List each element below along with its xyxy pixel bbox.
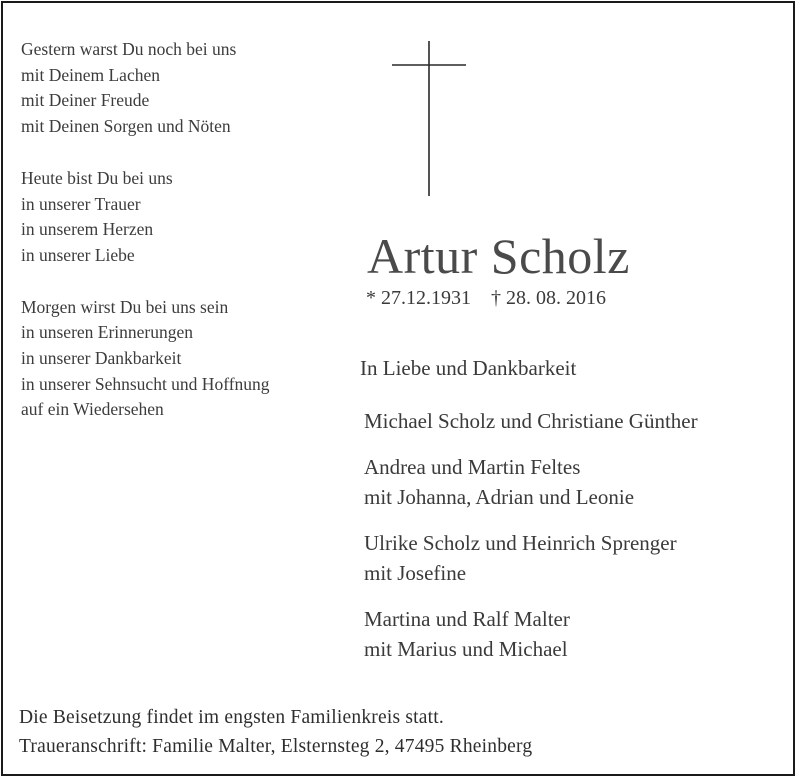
birth-date: * 27.12.1931 — [366, 287, 471, 309]
mourner-line: mit Johanna, Adrian und Leonie — [364, 485, 635, 509]
poem — [21, 37, 270, 423]
mourner-line: Martina und Ralf Malter — [364, 607, 570, 631]
poem-stanza — [21, 295, 270, 424]
poem-line: in unserem Herzen — [21, 219, 154, 240]
mourner-line: Ulrike Scholz und Heinrich Sprenger — [364, 531, 677, 555]
mourner-line: Andrea und Martin Feltes — [364, 455, 581, 479]
life-dates — [366, 285, 606, 311]
mourning-address: Traueranschrift: Familie Malter, Elsternsteg 2, 47495 Rheinberg — [19, 736, 533, 757]
poem-stanza — [21, 166, 270, 269]
mourner-line: mit Marius und Michael — [364, 637, 568, 661]
mourners-list — [364, 406, 698, 664]
poem-line: in unserer Sehnsucht und Hoffnung — [21, 373, 270, 394]
mourner-group — [364, 604, 698, 664]
poem-line: auf ein Wiedersehen — [21, 399, 164, 420]
funeral-note: Die Beisetzung findet im engsten Familienkreis statt. — [19, 707, 444, 728]
cross-icon — [390, 40, 470, 200]
death-date: † 28. 08. 2016 — [491, 287, 606, 309]
poem-line: Gestern warst Du noch bei uns — [21, 39, 237, 59]
poem-line: in unserer Dankbarkeit — [21, 348, 182, 369]
mourner-group — [364, 528, 698, 588]
poem-line: in unserer Trauer — [21, 193, 141, 214]
poem-line: Morgen wirst Du bei uns sein — [21, 296, 229, 317]
poem-line: mit Deinem Lachen — [21, 64, 160, 85]
mourner-group — [364, 406, 698, 436]
poem-line: in unserer Liebe — [21, 244, 135, 265]
poem-line: Heute bist Du bei uns — [21, 167, 173, 188]
mourner-line: mit Josefine — [364, 561, 467, 585]
poem-stanza — [21, 37, 270, 140]
dedication: In Liebe und Dankbarkeit — [360, 356, 577, 380]
mourner-group — [364, 452, 698, 512]
poem-line: mit Deinen Sorgen und Nöten — [21, 116, 231, 137]
poem-line: mit Deiner Freude — [21, 90, 150, 111]
poem-line: in unseren Erinnerungen — [21, 322, 194, 343]
mourner-line: Michael Scholz und Christiane Günther — [364, 409, 698, 433]
footer — [19, 703, 532, 761]
deceased-name: Artur Scholz — [367, 228, 630, 284]
